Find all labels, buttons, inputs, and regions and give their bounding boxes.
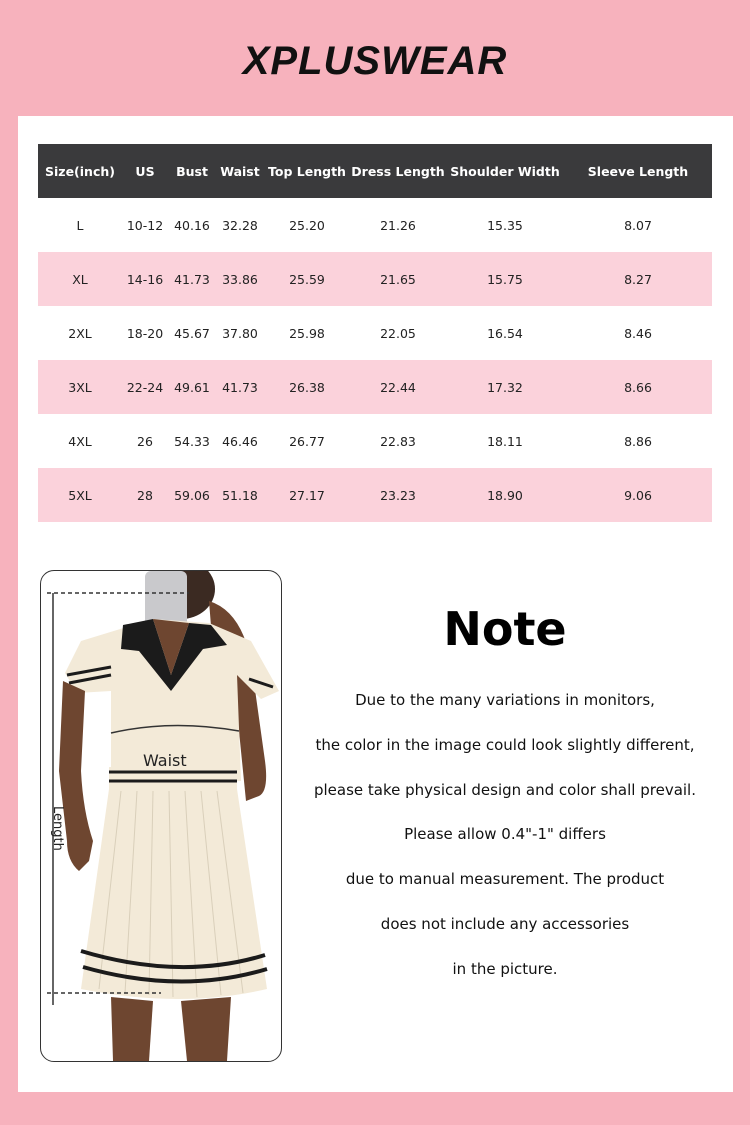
cell-bust: 40.16 <box>174 217 210 233</box>
cell-us: 28 <box>122 468 168 522</box>
header-sleeve-length: Sleeve Length <box>564 144 712 198</box>
cell-us: 10-12 <box>126 217 164 233</box>
cell-top-length: 25.20 <box>289 217 325 233</box>
cell-shoulder-width: 16.54 <box>487 325 523 341</box>
header-bust: Bust <box>168 144 216 198</box>
table-row <box>38 198 712 252</box>
size-table <box>38 144 712 522</box>
header-top-length: Top Length <box>264 144 350 198</box>
cell-us: 22-24 <box>122 360 168 414</box>
cell-sleeve-length: 8.46 <box>624 325 652 341</box>
cell-dress-length: 21.65 <box>350 252 446 306</box>
header-us: US <box>122 144 168 198</box>
cell-dress-length: 22.44 <box>350 360 446 414</box>
cell-size: 5XL <box>38 468 122 522</box>
cell-top-length: 25.59 <box>264 252 350 306</box>
cell-waist: 51.18 <box>216 468 264 522</box>
cell-top-length: 26.38 <box>264 360 350 414</box>
cell-top-length: 27.17 <box>264 468 350 522</box>
table-row <box>38 306 712 360</box>
note-line: please take physical design and color shall prevail. <box>313 780 696 799</box>
cell-bust: 59.06 <box>168 468 216 522</box>
cell-dress-length: 21.26 <box>380 217 416 233</box>
model-leg-shape <box>111 997 153 1061</box>
note-line: Due to the many variations in monitors, <box>355 691 655 709</box>
cell-size: XL <box>38 252 122 306</box>
cell-dress-length: 22.83 <box>380 433 416 449</box>
cell-us: 18-20 <box>126 325 164 341</box>
waistband-shape <box>109 767 237 789</box>
cell-size: L <box>76 217 84 233</box>
note-line: the color in the image could look slightly different, <box>315 735 695 754</box>
cell-bust: 49.61 <box>168 360 216 414</box>
table-header-row <box>38 144 712 198</box>
header-shoulder-width: Shoulder Width <box>446 144 564 198</box>
cell-sleeve-length: 8.86 <box>624 433 652 449</box>
cell-top-length: 25.98 <box>289 325 325 341</box>
cell-shoulder-width: 18.11 <box>487 433 523 449</box>
note-line: due to manual measurement. The product <box>345 870 665 889</box>
table-row <box>38 252 712 306</box>
cell-sleeve-length: 9.06 <box>564 468 712 522</box>
cell-size: 4XL <box>68 433 92 449</box>
cell-waist: 37.80 <box>222 325 258 341</box>
cell-dress-length: 23.23 <box>350 468 446 522</box>
cell-sleeve-length: 8.07 <box>624 217 652 233</box>
cell-waist: 41.73 <box>216 360 264 414</box>
cell-bust: 54.33 <box>174 433 210 449</box>
table-row <box>38 360 712 414</box>
cell-waist: 46.46 <box>222 433 258 449</box>
length-label: Length <box>50 806 65 851</box>
cell-waist: 32.28 <box>222 217 258 233</box>
note-title: Note <box>443 602 567 656</box>
cell-top-length: 26.77 <box>289 433 325 449</box>
cell-shoulder-width: 17.32 <box>446 360 564 414</box>
header-waist: Waist <box>216 144 264 198</box>
note-line: does not include any accessories <box>380 914 630 933</box>
size-chart-card <box>18 116 733 1092</box>
cell-waist: 33.86 <box>216 252 264 306</box>
cell-dress-length: 22.05 <box>380 325 416 341</box>
cell-us: 26 <box>137 433 153 449</box>
table-row <box>38 468 712 522</box>
cell-sleeve-length: 8.66 <box>564 360 712 414</box>
cell-size: 2XL <box>68 325 92 341</box>
waist-label: Waist <box>143 751 187 770</box>
cell-sleeve-length: 8.27 <box>564 252 712 306</box>
model-measurement-figure <box>40 570 282 1062</box>
note-text <box>288 682 722 996</box>
cell-shoulder-width: 18.90 <box>446 468 564 522</box>
table-row <box>38 414 712 468</box>
header-dress-length: Dress Length <box>350 144 446 198</box>
cell-bust: 41.73 <box>168 252 216 306</box>
model-illustration <box>41 571 281 1061</box>
note-line: in the picture. <box>452 959 558 978</box>
cell-size: 3XL <box>38 360 122 414</box>
cell-us: 14-16 <box>122 252 168 306</box>
note-line: Please allow 0.4"-1" differs <box>404 825 606 844</box>
cell-shoulder-width: 15.75 <box>446 252 564 306</box>
brand-logo: XPLUSWEAR <box>242 39 508 83</box>
model-leg-shape <box>181 997 231 1061</box>
cell-shoulder-width: 15.35 <box>487 217 523 233</box>
header-size: Size(inch) <box>38 144 122 198</box>
cell-bust: 45.67 <box>174 325 210 341</box>
